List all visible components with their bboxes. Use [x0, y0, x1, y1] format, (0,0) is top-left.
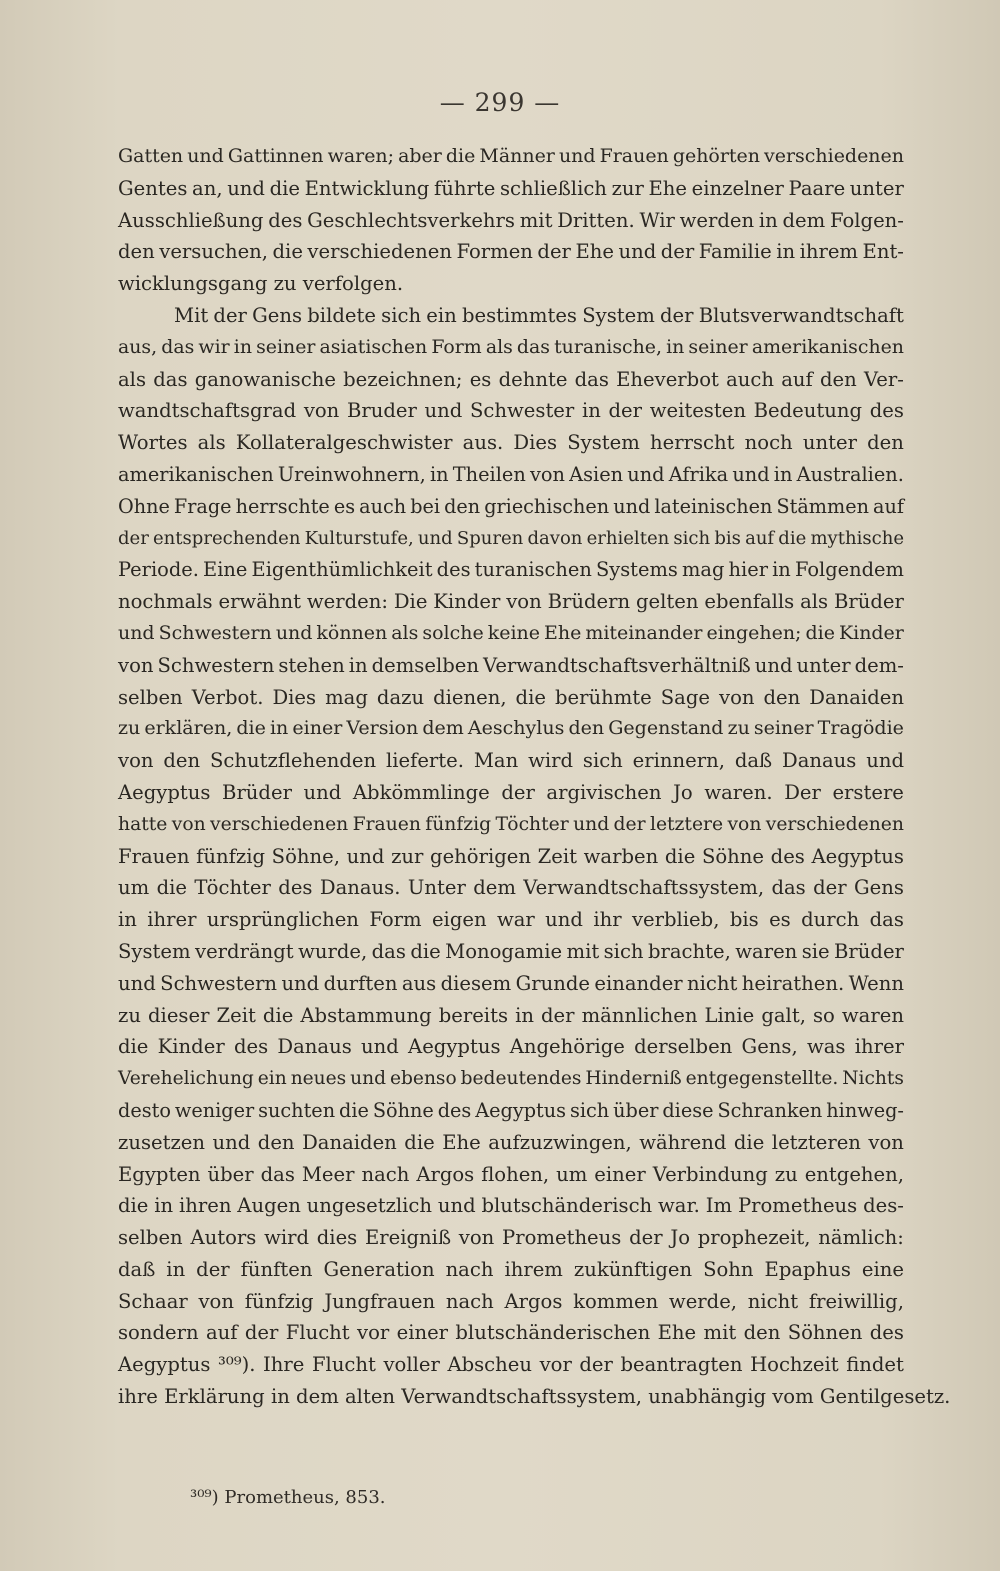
text-line: zu dieser Zeit die Abstammung bereits in der männlichen Linie galt, so waren: [118, 1003, 904, 1027]
text-line: aus, das wir in seiner asiatischen Form als das turanische, in seiner amerikanischen: [118, 335, 904, 358]
text-line: um die Töchter des Danaus. Unter dem Verwandtschaftssystem, das der Gens: [118, 876, 904, 900]
text-line: von den Schutzflehenden lieferte. Man wird sich erinnern, daß Danaus und: [118, 749, 904, 773]
text-line: desto weniger suchten die Söhne des Aegyptus sich über diese Schranken hinweg-: [118, 1098, 904, 1122]
text-line: wicklungsgang zu verfolgen.: [118, 272, 404, 296]
footnote: ³⁰⁹) Prometheus, 853.: [190, 1487, 386, 1508]
text-line: Gatten und Gattinnen waren; aber die Männer und Frauen gehörten verschiedenen: [118, 145, 904, 167]
text-line: in ihrer ursprünglichen Form eigen war und ihr verblieb, bis es durch das: [118, 908, 904, 932]
text-line: ihre Erklärung in dem alten Verwandtschaftssystem, unabhängig vom Gentilgesetz.: [118, 1385, 951, 1409]
text-line: hatte von verschiedenen Frauen fünfzig Töchter und der letztere von verschiedenen: [118, 813, 904, 835]
text-line: wandtschaftsgrad von Bruder und Schwester in der weitesten Bedeutung des: [118, 399, 904, 423]
text-line: und Schwestern und durften aus diesem Grunde einander nicht heirathen. Wenn: [118, 971, 904, 995]
page-number: — 299 —: [439, 88, 561, 117]
text-line: sondern auf der Flucht vor einer blutschänderischen Ehe mit den Söhnen des: [118, 1321, 904, 1345]
text-line: selben Verbot. Dies mag dazu dienen, die berühmte Sage von den Danaiden: [118, 685, 904, 709]
text-line: Ausschließung des Geschlechtsverkehrs mit Dritten. Wir werden in dem Folgen-: [118, 208, 904, 232]
text-line: Aegyptus ³⁰⁹). Ihre Flucht voller Abscheu vor der beantragten Hochzeit findet: [118, 1353, 904, 1377]
text-line: daß in der fünften Generation nach ihrem zukünftigen Sohn Epaphus eine: [118, 1257, 904, 1281]
text-line: der entsprechenden Kulturstufe, und Spuren davon erhielten sich bis auf die mythische: [118, 527, 904, 549]
text-line: Ohne Frage herrschte es auch bei den griechischen und lateinischen Stämmen auf: [118, 494, 904, 518]
text-line: und Schwestern und können als solche keine Ehe miteinander eingehen; die Kinder: [118, 621, 904, 644]
text-line: Schaar von fünfzig Jungfrauen nach Argos kommen werde, nicht freiwillig,: [118, 1289, 904, 1313]
text-line: zusetzen und den Danaiden die Ehe aufzuzwingen, während die letzteren von: [118, 1130, 904, 1154]
text-line: als das ganowanische bezeichnen; es dehnte das Eheverbot auch auf den Ver-: [118, 367, 904, 391]
text-line: System verdrängt wurde, das die Monogamie mit sich brachte, waren sie Brüder: [118, 939, 904, 963]
text-line: Periode. Eine Eigenthümlichkeit des turanischen Systems mag hier in Folgendem: [118, 558, 904, 582]
text-line: Frauen fünfzig Söhne, und zur gehörigen Zeit warben die Söhne des Aegyptus: [118, 844, 904, 868]
text-line: den versuchen, die verschiedenen Formen der Ehe und der Familie in ihrem Ent-: [118, 240, 904, 264]
text-line: die in ihren Augen ungesetzlich und blutschänderisch war. Im Prometheus des-: [118, 1194, 904, 1218]
text-line: zu erklären, die in einer Version dem Aeschylus den Gegenstand zu seiner Tragödie: [118, 717, 904, 740]
text-line: Gentes an, und die Entwicklung führte schließlich zur Ehe einzelner Paare unter: [118, 176, 904, 200]
text-line: die Kinder des Danaus und Aegyptus Angehörige derselben Gens, was ihrer: [118, 1035, 904, 1059]
body-text: [118, 141, 951, 1413]
text-line: nochmals erwähnt werden: Die Kinder von Brüdern gelten ebenfalls als Brüder: [118, 590, 904, 614]
text-line: Wortes als Kollateralgeschwister aus. Dies System herrscht noch unter den: [118, 431, 904, 455]
text-line: amerikanischen Ureinwohnern, in Theilen von Asien und Afrika und in Australien.: [118, 462, 904, 486]
text-line: von Schwestern stehen in demselben Verwandtschaftsverhältniß und unter dem-: [118, 653, 904, 677]
text-line: Egypten über das Meer nach Argos flohen, um einer Verbindung zu entgehen,: [118, 1162, 904, 1186]
text-line: Mit der Gens bildete sich ein bestimmtes System der Blutsverwandtschaft: [174, 303, 904, 327]
text-line: Aegyptus Brüder und Abkömmlinge der argivischen Jo waren. Der erstere: [118, 780, 904, 804]
text-line: selben Autors wird dies Ereigniß von Prometheus der Jo prophezeit, nämlich:: [118, 1226, 904, 1250]
text-line: Verehelichung ein neues und ebenso bedeutendes Hinderniß entgegenstellte. Nichts: [118, 1068, 904, 1090]
